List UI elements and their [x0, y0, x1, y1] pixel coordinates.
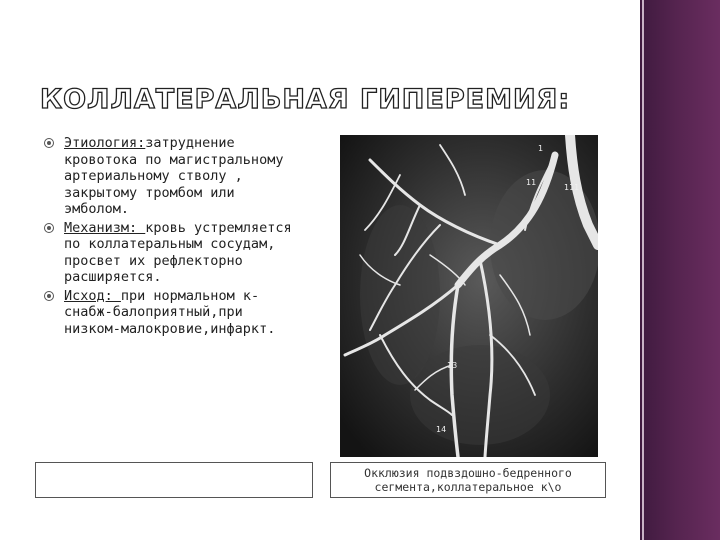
- bullet-circle-icon: [44, 291, 54, 301]
- image-label: 11: [526, 178, 537, 187]
- image-label: 111: [564, 183, 580, 192]
- empty-text-box: [35, 462, 313, 498]
- bullet-text: кровь устремляется по коллатеральным сосудам, просвет их рефлекторно расширяется.: [64, 219, 292, 285]
- angiogram-illustration: [340, 135, 598, 457]
- bone-shadow: [360, 205, 440, 385]
- bullet-term: Исход:: [64, 287, 121, 304]
- slide-title: КОЛЛАТЕРАЛЬНАЯ ГИПЕРЕМИЯ:: [40, 84, 571, 115]
- image-caption: Окклюзия подвздошно-бедренного сегмента,коллатеральное к\о: [364, 466, 572, 494]
- bullet-outcome: [44, 288, 306, 338]
- bullet-mechanism: [44, 220, 306, 286]
- bullet-circle-icon: [44, 223, 54, 233]
- image-caption-box: [330, 462, 606, 498]
- bullet-circle-icon: [44, 138, 54, 148]
- image-label: 14: [436, 425, 447, 434]
- image-label: 13: [447, 361, 458, 370]
- image-label: 1: [538, 144, 544, 153]
- bullet-term: Этиология:: [64, 135, 146, 151]
- decorative-side-line: [642, 0, 644, 540]
- bullet-text: затруднение кровотока по магистральному артериальному стволу , закрытому тромбом или эмболом.: [64, 135, 284, 217]
- bullet-list: [44, 135, 306, 339]
- bullet-term: Механизм:: [64, 219, 146, 236]
- bone-shadow: [410, 345, 550, 445]
- decorative-side-bar: [640, 0, 720, 540]
- bullet-etiology: [44, 135, 306, 218]
- angiogram-image: [340, 135, 598, 457]
- bullet-text: при нормальном к-снабж-балоприятный,при низком-малокровие,инфаркт.: [64, 287, 276, 337]
